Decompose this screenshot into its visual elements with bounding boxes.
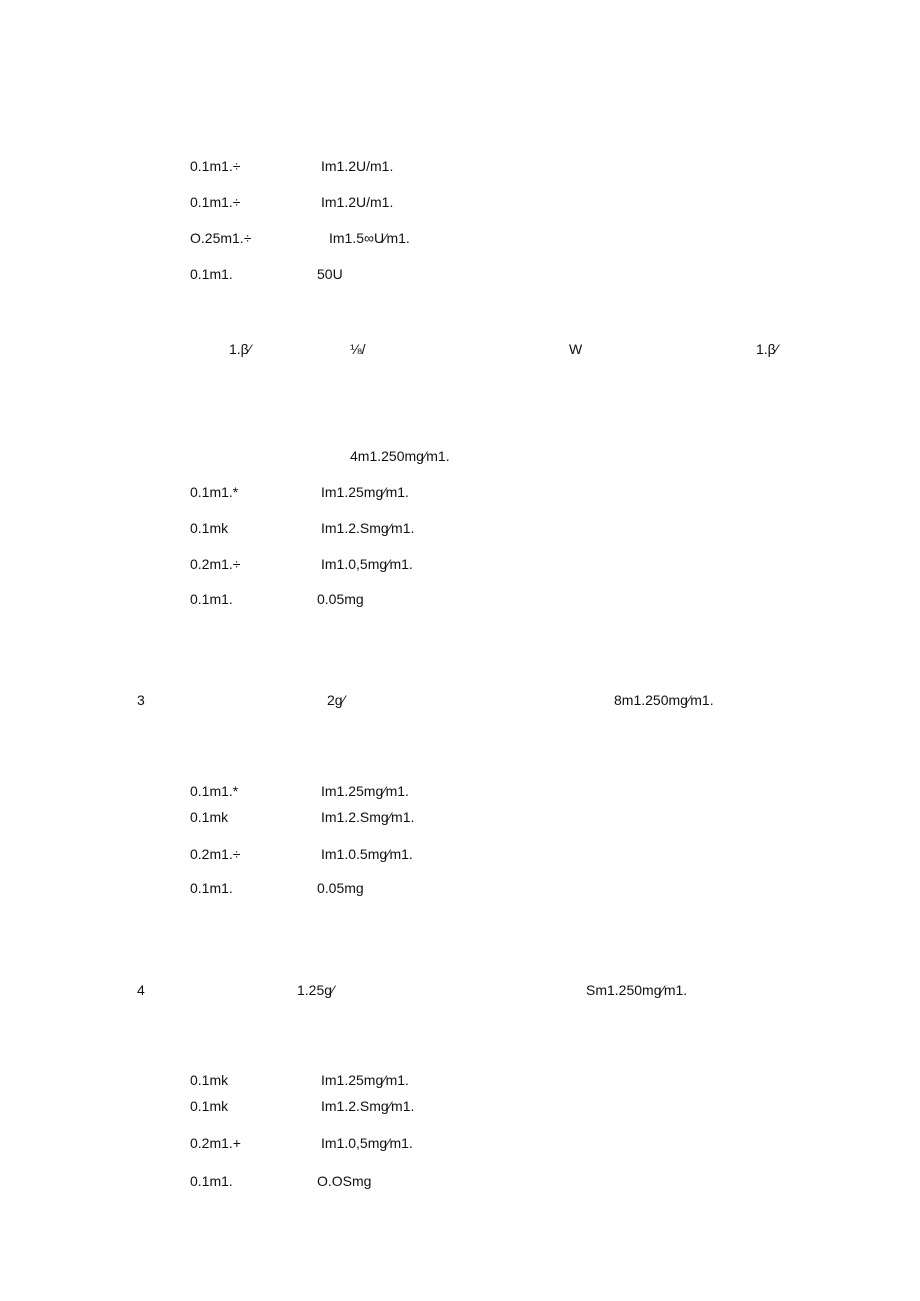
s3-r1-concentration: Im1.25mg⁄m1.	[321, 783, 409, 799]
b2-r4-amount: 0.05mg	[317, 591, 364, 607]
s3-r2-volume: 0.1mk	[190, 809, 229, 825]
b1-r3-concentration: Im1.5∞U⁄m1.	[329, 230, 410, 246]
b1-r4-amount: 50U	[317, 266, 343, 282]
section-3-solution: 8m1.250mg⁄m1.	[614, 692, 714, 708]
section-3-mass: 2g⁄	[327, 692, 345, 708]
b2-r2-volume: 0.1mk	[190, 520, 229, 536]
b1-r3-volume: O.25m1.÷	[190, 230, 252, 246]
s4-r3-concentration: Im1.0,5mg⁄m1.	[321, 1135, 413, 1151]
b2-r1-concentration: Im1.25mg⁄m1.	[321, 484, 409, 500]
b1-r2-volume: 0.1m1.÷	[190, 194, 241, 210]
section-4-solution: Sm1.250mg⁄m1.	[586, 982, 688, 998]
b1-r1-volume: 0.1m1.÷	[190, 158, 241, 174]
b1-r4-volume: 0.1m1.	[190, 266, 233, 282]
s3-r3-volume: 0.2m1.÷	[190, 846, 241, 862]
s3-r1-volume: 0.1m1.*	[190, 783, 239, 799]
s4-r2-concentration: Im1.2.Smg⁄m1.	[321, 1098, 415, 1114]
s4-r1-volume: 0.1mk	[190, 1072, 229, 1088]
section-4-number: 4	[137, 982, 145, 998]
section-3-number: 3	[137, 692, 145, 708]
b2-r4-volume: 0.1m1.	[190, 591, 233, 607]
s4-r1-concentration: Im1.25mg⁄m1.	[321, 1072, 409, 1088]
s4-r4-volume: 0.1m1.	[190, 1173, 233, 1189]
b1-r2-concentration: Im1.2U/m1.	[321, 194, 394, 210]
s4-r3-volume: 0.2m1.+	[190, 1135, 241, 1151]
b2-r1-volume: 0.1m1.*	[190, 484, 239, 500]
b2-r3-volume: 0.2m1.÷	[190, 556, 241, 572]
mark-4: 1.β⁄	[756, 341, 779, 357]
s3-r2-concentration: Im1.2.Smg⁄m1.	[321, 809, 415, 825]
b2-r3-concentration: Im1.0,5mg⁄m1.	[321, 556, 413, 572]
s4-r4-amount: O.OSmg	[317, 1173, 372, 1189]
section-4-mass: 1.25g⁄	[297, 982, 335, 998]
mark-3: W	[569, 341, 583, 357]
s3-r4-volume: 0.1m1.	[190, 880, 233, 896]
b1-r1-concentration: Im1.2U/m1.	[321, 158, 394, 174]
mark-1: 1.β⁄	[229, 341, 252, 357]
mark-2: ⅛/	[350, 341, 366, 357]
b2-heading: 4m1.250mg⁄m1.	[350, 448, 450, 464]
s3-r3-concentration: Im1.0.5mg⁄m1.	[321, 846, 413, 862]
s3-r4-amount: 0.05mg	[317, 880, 364, 896]
b2-r2-concentration: Im1.2.Smg⁄m1.	[321, 520, 415, 536]
s4-r2-volume: 0.1mk	[190, 1098, 229, 1114]
